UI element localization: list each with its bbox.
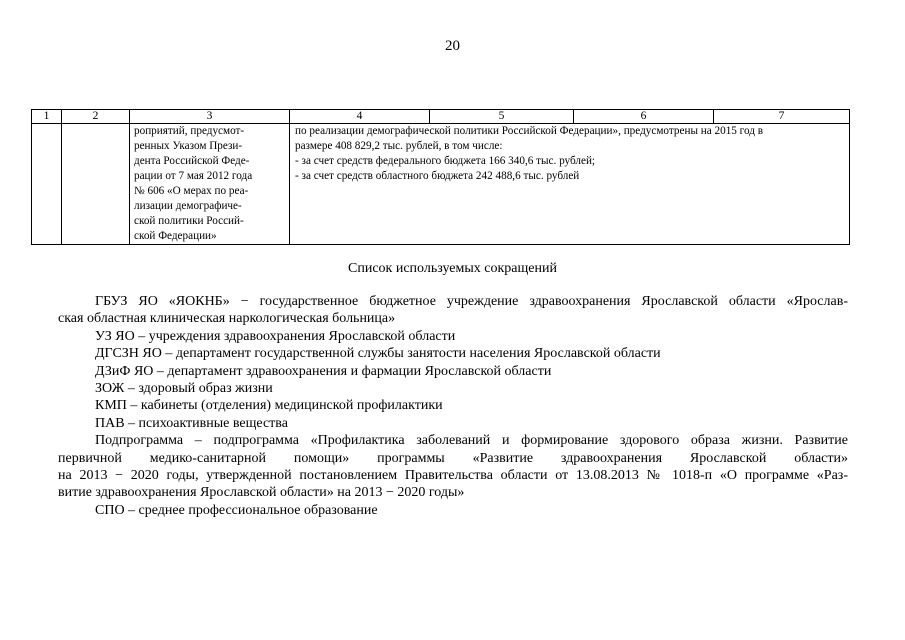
cell-text-line: ской Федерации» [134, 230, 217, 242]
column-header: 1 [32, 110, 62, 124]
abbr-item-dgszn: ДГСЗН ЯО – департамент государственной службы занятости населения Ярославской области [95, 346, 661, 362]
cell-text-line: № 606 «О мерах по реа- [134, 185, 249, 197]
abbr-item-gbuz [58, 293, 848, 328]
cell-text-line: - за счет средств областного бюджета 242 488,6 тыс. рублей [295, 170, 580, 182]
cell-text-line: роприятий, предусмот- [134, 125, 245, 137]
abbr-item-podprogramma [58, 432, 848, 502]
abbr-item-dzif: ДЗиФ ЯО – департамент здравоохранения и фармации Ярославской области [95, 363, 552, 379]
table-header-row [32, 110, 850, 124]
column-header: 3 [130, 110, 290, 124]
budget-table [31, 109, 850, 245]
abbr-item-spo: СПО – среднее профессиональное образование [95, 502, 378, 518]
abbr-item-kmp: КМП – кабинеты (отделения) медицинской профилактики [95, 398, 443, 414]
cell-text-line: ской политики Россий- [134, 215, 244, 227]
cell-text-line: размере 408 829,2 тыс. рублей, в том числе: [295, 140, 503, 152]
cell-col2 [62, 124, 130, 245]
column-header: 6 [574, 110, 714, 124]
abbr-text-line: на 2013 − 2020 годы, утвержденной постановлением Правительства области от 13.08.2013 № 1018-п «О программе «Раз- [58, 468, 848, 484]
cell-text-line: рации от 7 мая 2012 года [134, 170, 253, 182]
column-header: 5 [430, 110, 574, 124]
cell-merged-4-7 [290, 124, 850, 245]
column-header: 7 [714, 110, 850, 124]
abbr-item-uz: УЗ ЯО – учреждения здравоохранения Ярославской области [95, 328, 456, 344]
section-title: Список используемых сокращений [348, 261, 557, 276]
table-row [32, 124, 850, 245]
cell-text-line: - за счет средств федерального бюджета 166 340,6 тыс. рублей; [295, 155, 596, 167]
column-header: 4 [290, 110, 430, 124]
abbr-item-pav: ПАВ – психоактивные вещества [95, 415, 288, 431]
abbr-text-line: ская областная клиническая наркологическая больница» [58, 311, 396, 327]
cell-text-line: дента Российской Феде- [134, 155, 250, 167]
abbr-item-zozh: ЗОЖ – здоровый образ жизни [95, 381, 273, 397]
cell-text-line: лизации демографиче- [134, 200, 242, 212]
abbr-text-line: Подпрограмма – подпрограмма «Профилактика заболеваний и формирование здорового образа жизни. Развитие [95, 433, 848, 449]
abbr-text-line: ГБУЗ ЯО «ЯОКНБ» − государственное бюджетное учреждение здравоохранения Ярославской области «Ярослав- [95, 294, 848, 309]
abbr-text-line: первичной медико-санитарной помощи» программы «Развитие здравоохранения Ярославской области» [58, 450, 848, 466]
abbr-text-line: витие здравоохранения Ярославской области» на 2013 − 2020 годы» [58, 485, 465, 501]
cell-text-line: ренных Указом Прези- [134, 140, 243, 152]
cell-text-line: по реализации демографической политики Российской Федерации», предусмотрены на 2015 год в [295, 125, 764, 137]
abbreviation-list [58, 293, 848, 519]
page-number: 20 [445, 38, 460, 54]
cell-col1 [32, 124, 62, 245]
cell-col3 [130, 124, 290, 245]
column-header: 2 [62, 110, 130, 124]
